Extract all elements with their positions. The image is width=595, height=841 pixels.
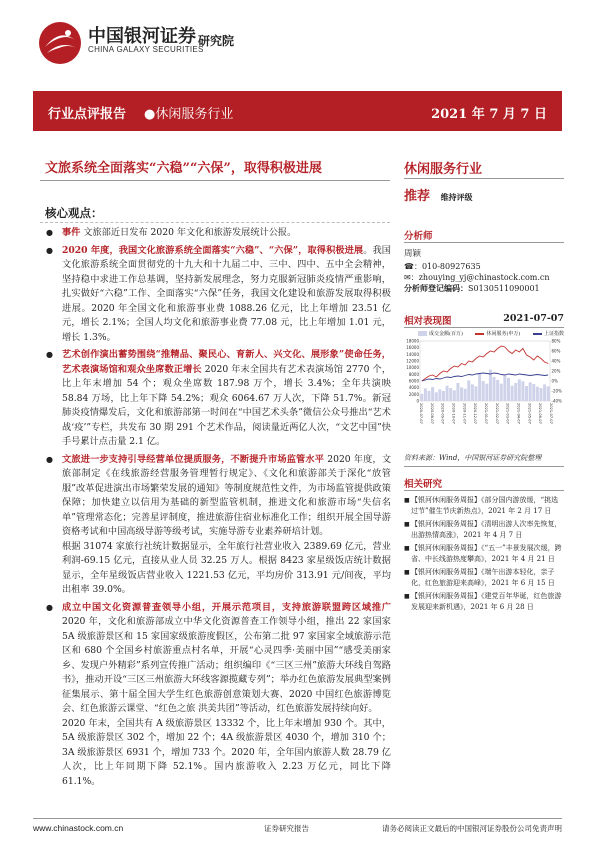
x-axis-tick: 2021-04-07	[516, 403, 521, 424]
key-point-lead: 事件	[62, 227, 81, 238]
legend-item	[418, 330, 463, 337]
left-axis-tick: 8000	[408, 371, 419, 377]
chart-header	[404, 313, 564, 327]
volume-bar	[529, 382, 532, 401]
volume-bar	[539, 388, 542, 401]
volume-bar	[521, 381, 524, 401]
volume-bar	[511, 386, 514, 401]
key-point	[44, 348, 391, 450]
core-divider	[40, 222, 390, 223]
left-axis-tick: 10000	[406, 365, 419, 371]
volume-bar	[453, 390, 456, 401]
volume-bar	[543, 384, 546, 401]
volume-bar	[493, 377, 496, 401]
analyst-registration	[404, 283, 564, 294]
volume-bar	[464, 389, 467, 401]
volume-bar	[507, 378, 510, 401]
registration-label: 分析师登记编码：	[404, 283, 468, 293]
x-axis-tick: 2020-09-07	[440, 403, 445, 424]
rating	[404, 185, 564, 204]
related-item[interactable]: ■ 【银河休闲服务周报】《清明出游人次率先恢复，出游热情高涨》，2021 年 4 月 7 日	[404, 519, 564, 541]
relative-performance-chart	[404, 337, 564, 437]
analyst-email[interactable]: ✉：zhouying_yj@chinastock.com.cn	[404, 273, 550, 282]
shanghai-series-line	[422, 373, 548, 381]
analyst-name: 周颖	[404, 249, 422, 259]
volume-bar	[428, 391, 431, 401]
related-list	[404, 495, 564, 615]
key-point	[44, 601, 391, 790]
related-item[interactable]: ■ 【银河休闲服务周报】《部分国内游放缓，“挑选过节”催生节庆新热点》，2021 年 2 月 17 日	[404, 495, 564, 517]
volume-bar	[518, 379, 521, 401]
volume-bar	[532, 384, 535, 401]
x-axis-tick: 2021-03-07	[505, 403, 510, 424]
chart-date: 2021-07-07	[503, 313, 564, 324]
right-axis-tick: -40%	[551, 398, 562, 404]
chart-source: 资料来源：Wind，中国银河证券研究院整理	[404, 454, 542, 462]
sidebar-sector: 休闲服务行业	[404, 162, 483, 177]
brand-name-en: CHINA GALAXY SECURITIES	[88, 45, 204, 54]
sidebar-divider	[404, 178, 564, 179]
report-title: 文旅系统全面落实“六稳”“六保”，取得积极进展	[45, 161, 322, 176]
chart-divider	[404, 327, 564, 328]
registration-code: S0130511090001	[468, 284, 540, 293]
volume-bar	[474, 386, 477, 401]
rating-note: 维持评级	[440, 192, 473, 202]
left-axis-tick: 4000	[408, 385, 419, 391]
legend-swatch	[418, 331, 427, 336]
volume-bar	[456, 383, 459, 401]
banner-sector: ●休闲服务行业	[144, 107, 234, 122]
left-axis-tick: 16000	[406, 345, 419, 351]
volume-bar	[446, 386, 449, 401]
volume-bar	[496, 380, 499, 401]
right-axis-tick: 60%	[551, 348, 561, 354]
key-point-lead: 2020 年度，我国文化旅游系统全面落实“六稳”、“六保”，取得积极进展	[62, 244, 364, 256]
legend-label: 成交金额(百万)	[429, 331, 463, 337]
key-point-text: 。我国文化旅游系统全面贯彻党的十九大和十九届二中、三中、四中、五中全会精神，坚持稳中求进工作总基调，坚持新发展理念，努力克服新冠肺炎疫情严重影响，扎实做好“六稳”工作、全面落实“六保”任务，我国文化建设和旅游发展取得积极进展。2020 年全国文化和旅游事业费 1088.26 亿元，比上年增加 23.51 亿元，增长 2.1%；全国人均文化和旅游事业费 77.08 元，比上年增加 1.01 元，增长 1.3%。	[62, 244, 391, 343]
right-axis-tick: 0%	[551, 378, 558, 384]
analyst-divider	[404, 242, 564, 243]
footer-disclaimer: 请务必阅读正文最后的中国银河证券股份公司免责声明	[382, 824, 562, 833]
x-axis-tick: 2021-06-07	[538, 403, 543, 424]
volume-bar	[438, 389, 441, 401]
volume-bar	[485, 384, 488, 401]
legend-label: 休闲服务(申万)	[486, 331, 521, 337]
x-axis-tick: 2020-10-07	[451, 403, 456, 424]
volume-bar	[435, 392, 438, 401]
volume-bar	[460, 387, 463, 401]
footer-website[interactable]: www.chinastock.com.cn	[33, 823, 124, 833]
key-point-lead: 艺术创作演出蓄势围绕“推精品、聚民心、育新人、兴文化、展形象”使命任务，艺术表演场馆和观众坐席数正增长	[62, 349, 391, 375]
core-heading: 核心观点：	[45, 206, 103, 220]
x-axis-tick: 2021-01-07	[484, 403, 488, 424]
volume-bar	[467, 380, 470, 401]
footer-divider	[33, 818, 562, 819]
rating-value: 推荐	[404, 189, 431, 204]
left-axis-tick: 18000	[406, 338, 419, 344]
key-points-list	[44, 226, 391, 792]
key-point-text: 2020 年，文化和旅游部成立中华文化资源普查工作领导小组，推出 22 家国家 5A 级旅游景区和 15 家国家级旅游度假区，公布第二批 97 家国家全域旅游示范区和 680 个全国乡村旅游重点村名单，开展“心灵四季·美丽中国”“感受美丽家乡、发现户外精彩”系列宣传推广活动；组织编印《“三区三州”旅游大环线自驾路书》，推动开设“三区三州旅游大环线客源揽藏专列”；举办红色旅游发展典型案例征集展示、第十届全国大学生红色旅游创意策划大赛、2020 中国红色旅游博览会、红色旅游云课堂、“红色之旅 洪美共团”等活动，红色旅游发展持续向好。 2020 年末，全国共有 A 级旅游景区 13332 个，比上年末增加 930 个。其中，5A 级旅游景区 302 个，增加 22 个；4A 级旅游景区 4030 个，增加 310 个；3A 级旅游景区 6931 个，增加 733 个。2020 年，全年国内旅游人数 28.79 亿人次，比上年同期下降 52.1%。国内旅游收入 2.23 万亿元，同比下降 61.1%。	[62, 616, 391, 787]
right-axis-tick: -20%	[551, 388, 562, 394]
legend-swatch	[475, 333, 484, 335]
report-date: 2021 年 7 月 7 日	[431, 107, 547, 122]
analyst-phone: ☎：010-80927635	[404, 262, 481, 271]
related-item[interactable]: ■ 【银河休闲服务周报】《端午出游本轻化，亲子化，红色旅游迎来高峰》，2021 年 6 月 15 日	[404, 567, 564, 589]
x-axis-tick: 2020-08-07	[429, 403, 434, 424]
x-axis-tick: 2021-02-07	[494, 403, 499, 424]
x-axis-tick: 2020-11-07	[462, 403, 467, 424]
key-point-lead: 成立中国文化资源普查领导小组，开展示范项目，支持旅游联盟跨区域推广	[62, 601, 391, 613]
key-point	[44, 244, 391, 346]
right-axis-tick: 20%	[551, 368, 561, 374]
volume-bar	[525, 386, 528, 401]
legend-swatch	[533, 333, 542, 335]
key-point	[44, 226, 391, 241]
related-item[interactable]: ■ 【银河休闲服务周报】《“五一”丰景发展次缓，跨省、中长线游热度攀高》，2021 年 4 月 21 日	[404, 543, 564, 565]
left-axis-tick: 0	[416, 398, 419, 404]
related-divider	[404, 490, 564, 491]
key-point	[44, 453, 391, 598]
volume-bar	[424, 388, 427, 401]
related-heading: 相关研究	[404, 479, 443, 490]
left-axis-tick: 12000	[406, 358, 419, 364]
chart-heading: 相对表现图	[404, 316, 452, 327]
volume-bar	[449, 388, 452, 401]
left-axis-tick: 2000	[408, 391, 419, 397]
footer-label: 证券研究报告	[264, 824, 309, 833]
volume-bar	[478, 374, 481, 401]
related-item[interactable]: ■ 【银河休闲服务周报】《建党百年华诞，红色旅游发展迎来新机遇》，2021 年 6 月 28 日	[404, 591, 564, 613]
report-banner	[33, 91, 562, 131]
volume-bar	[482, 381, 485, 401]
key-point-text: 2020 年度，文旅部制定《在线旅游经营服务管理暂行规定》、《文化和旅游部关于深化“放管服”改革促进演出市场繁荣发展的通知》等制度规范性文件，为市场监管提供政策保障；加快建立以信用为基础的新型监管机制，推进文化和旅游市场“失信名单”管理常态化；完善星评制度，推进旅游住宿业标准化工作；组织开展全国导游资格考试和中国高级导游等级考试，实施导游专业素养研培计划。 根据 31074 家旅行社统计数据显示，全年旅行社营业收入 2389.69 亿元，营业利润-69.15 亿元，直接从业人员 32.25 万人。根据 8423 家星级饭店统计数据显示，全年星级饭店营业收入 1221.53 亿元，平均房价 313.91 元/间夜，平均出租率 39.0%。	[62, 453, 392, 595]
report-type: 行业点评报告	[48, 107, 127, 122]
volume-bar	[431, 387, 434, 401]
right-axis-tick: 40%	[551, 358, 561, 364]
brand-name-cn: 中国银河证券	[88, 26, 196, 47]
right-axis-tick: 80%	[551, 338, 561, 344]
analyst-heading: 分析师	[404, 231, 433, 242]
institute-label: 研究院	[198, 34, 235, 48]
legend-label: 上证指数	[543, 331, 564, 337]
volume-bar	[471, 384, 474, 401]
title-divider	[40, 180, 390, 181]
volume-bar	[536, 387, 539, 401]
chart-legend	[418, 330, 564, 337]
x-axis-tick: 2021-07-07	[549, 403, 553, 424]
volume-bar	[503, 376, 506, 401]
volume-bar	[500, 384, 503, 401]
legend-item	[533, 330, 564, 337]
volume-bar	[547, 386, 550, 401]
x-axis-tick: 2020-07-07	[419, 403, 423, 424]
company-logo	[37, 20, 83, 66]
key-point-text: 文旅部近日发布 2020 年文化和旅游发展统计公报。	[80, 227, 297, 238]
volume-bar	[514, 383, 517, 401]
legend-item	[475, 330, 520, 337]
volume-bar	[442, 391, 445, 401]
volume-bar	[420, 394, 423, 401]
x-axis-tick: 2020-12-07	[473, 403, 478, 424]
key-point-lead: 文旅进一步支持引导经营单位提质服务，不断提升市场监管水平	[62, 453, 325, 465]
left-axis-tick: 6000	[408, 378, 419, 384]
left-axis-tick: 14000	[406, 351, 419, 357]
key-point-text: 2020 年末全国共有艺术表演场馆 2770 个，比上年末增加 54 个；观众坐席数 187.98 万个，增长 3.4%；全年共演映 58.84 万场，比上年下降 54.2%；观众 6064.67 万人次，下降 51.7%。新冠肺炎疫情爆发后，文化和旅游部第一时间在“中国艺术头条”微信公众号推出“艺术战‘疫’”专栏，共发布 30 期 291 个艺术作品，阅读量近两亿人次，“文艺中国”快手号累计点击量 2.1 亿。	[62, 363, 392, 447]
source-divider	[404, 466, 564, 467]
x-axis-tick: 2021-05-07	[527, 403, 532, 424]
